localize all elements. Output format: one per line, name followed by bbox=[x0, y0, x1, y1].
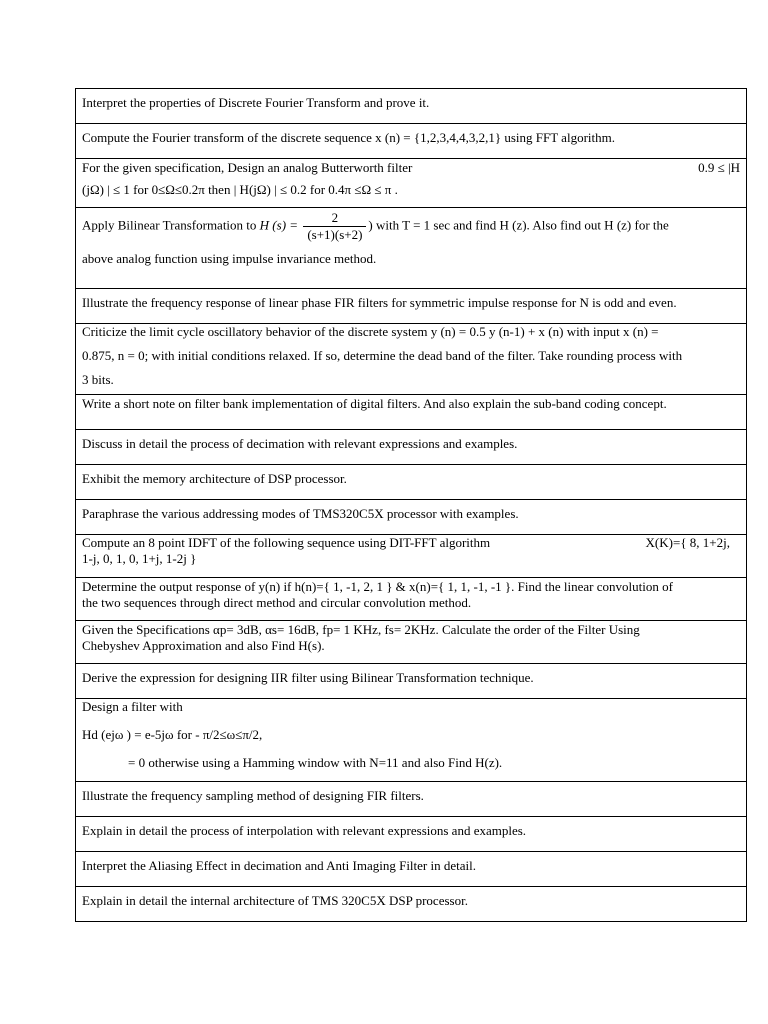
question-cell bbox=[76, 324, 747, 395]
question-row bbox=[76, 699, 747, 782]
question-cell bbox=[76, 621, 747, 664]
question-text: 0.875, n = 0; with initial conditions relaxed. If so, determine the dead band of the filter. Take rounding process with bbox=[82, 348, 683, 363]
question-cell bbox=[76, 817, 747, 852]
question-text: above analog function using impulse invariance method. bbox=[82, 251, 377, 266]
question-text: Interpret the properties of Discrete Fourier Transform and prove it. bbox=[82, 95, 430, 110]
question-text: For the given specification, Design an analog Butterworth filter bbox=[82, 160, 413, 175]
question-row bbox=[76, 124, 747, 159]
question-cell bbox=[76, 159, 747, 208]
question-text: Compute an 8 point IDFT of the following sequence using DIT-FFT algorithm bbox=[82, 535, 491, 550]
question-row bbox=[76, 289, 747, 324]
question-cell bbox=[76, 89, 747, 124]
question-row bbox=[76, 852, 747, 887]
question-text: 3 bits. bbox=[82, 372, 114, 387]
question-cell bbox=[76, 465, 747, 500]
question-text: Exhibit the memory architecture of DSP processor. bbox=[82, 471, 347, 486]
fraction-denominator: (s+1)(s+2) bbox=[307, 227, 363, 242]
question-row bbox=[76, 535, 747, 578]
question-text: (jΩ) | ≤ 1 for 0≤Ω≤0.2π then | H(jΩ) | ≤ 0.2 for 0.4π ≤Ω ≤ π . bbox=[82, 182, 398, 197]
question-cell bbox=[76, 699, 747, 782]
question-row bbox=[76, 887, 747, 922]
question-text: the two sequences through direct method and circular convolution method. bbox=[82, 595, 472, 610]
transfer-function-label: H (s) = bbox=[259, 217, 299, 233]
question-text: Illustrate the frequency sampling method of designing FIR filters. bbox=[82, 788, 424, 803]
transfer-function-fraction bbox=[303, 210, 366, 243]
question-cell bbox=[76, 124, 747, 159]
question-text: Write a short note on filter bank implementation of digital filters. And also explain the sub-band coding concept. bbox=[82, 396, 667, 411]
question-row bbox=[76, 159, 747, 208]
question-text: Chebyshev Approximation and also Find H(s). bbox=[82, 638, 325, 653]
question-cell bbox=[76, 535, 747, 578]
question-text: Derive the expression for designing IIR filter using Bilinear Transformation technique. bbox=[82, 670, 534, 685]
question-cell bbox=[76, 664, 747, 699]
question-text: Determine the output response of y(n) if h(n)={ 1, -1, 2, 1 } & x(n)={ 1, 1, -1, -1 }. Find the linear convolution of bbox=[82, 579, 673, 594]
question-row bbox=[76, 817, 747, 852]
question-cell bbox=[76, 289, 747, 324]
question-row bbox=[76, 621, 747, 664]
question-cell bbox=[76, 887, 747, 922]
question-text: Interpret the Aliasing Effect in decimation and Anti Imaging Filter in detail. bbox=[82, 858, 476, 873]
question-cell bbox=[76, 430, 747, 465]
question-row bbox=[76, 324, 747, 395]
question-text: Illustrate the frequency response of linear phase FIR filters for symmetric impulse response for N is odd and even. bbox=[82, 295, 677, 310]
question-row bbox=[76, 395, 747, 430]
question-table bbox=[75, 88, 747, 922]
question-text: Explain in detail the process of interpolation with relevant expressions and examples. bbox=[82, 823, 527, 838]
question-text: Criticize the limit cycle oscillatory behavior of the discrete system y (n) = 0.5 y (n-1) + x (n) with input x (n) = bbox=[82, 324, 659, 339]
question-text-right: 0.9 ≤ |H bbox=[698, 160, 740, 175]
question-row bbox=[76, 430, 747, 465]
fraction-numerator: 2 bbox=[303, 210, 366, 227]
question-text-right: X(K)={ 8, 1+2j, bbox=[645, 535, 730, 550]
question-row bbox=[76, 208, 747, 289]
question-cell bbox=[76, 852, 747, 887]
question-text: ) with T = 1 sec and find H (z). Also find out H (z) for the bbox=[368, 217, 669, 233]
question-cell bbox=[76, 500, 747, 535]
question-text: = 0 otherwise using a Hamming window with N=11 and also Find H(z). bbox=[128, 755, 503, 770]
question-text: Paraphrase the various addressing modes of TMS320C5X processor with examples. bbox=[82, 506, 519, 521]
question-row bbox=[76, 782, 747, 817]
question-text: Given the Specifications αp= 3dB, αs= 16dB, fp= 1 KHz, fs= 2KHz. Calculate the order of the Filter Using bbox=[82, 622, 640, 637]
question-cell bbox=[76, 782, 747, 817]
question-text: Compute the Fourier transform of the discrete sequence x (n) = {1,2,3,4,4,3,2,1} using FFT algorithm. bbox=[82, 130, 615, 145]
question-row bbox=[76, 89, 747, 124]
question-text: Discuss in detail the process of decimation with relevant expressions and examples. bbox=[82, 436, 518, 451]
question-text: Design a filter with bbox=[82, 699, 183, 714]
question-row bbox=[76, 578, 747, 621]
question-row bbox=[76, 664, 747, 699]
question-cell bbox=[76, 578, 747, 621]
question-row bbox=[76, 500, 747, 535]
question-cell bbox=[76, 395, 747, 430]
question-row bbox=[76, 465, 747, 500]
question-text: Hd (ejω ) = e-5jω for - π/2≤ω≤π/2, bbox=[82, 727, 263, 742]
question-text: Apply Bilinear Transformation to bbox=[82, 217, 257, 233]
question-sheet bbox=[75, 88, 747, 922]
question-text: Explain in detail the internal architecture of TMS 320C5X DSP processor. bbox=[82, 893, 468, 908]
question-cell bbox=[76, 208, 747, 289]
question-text: 1-j, 0, 1, 0, 1+j, 1-2j } bbox=[82, 551, 197, 566]
